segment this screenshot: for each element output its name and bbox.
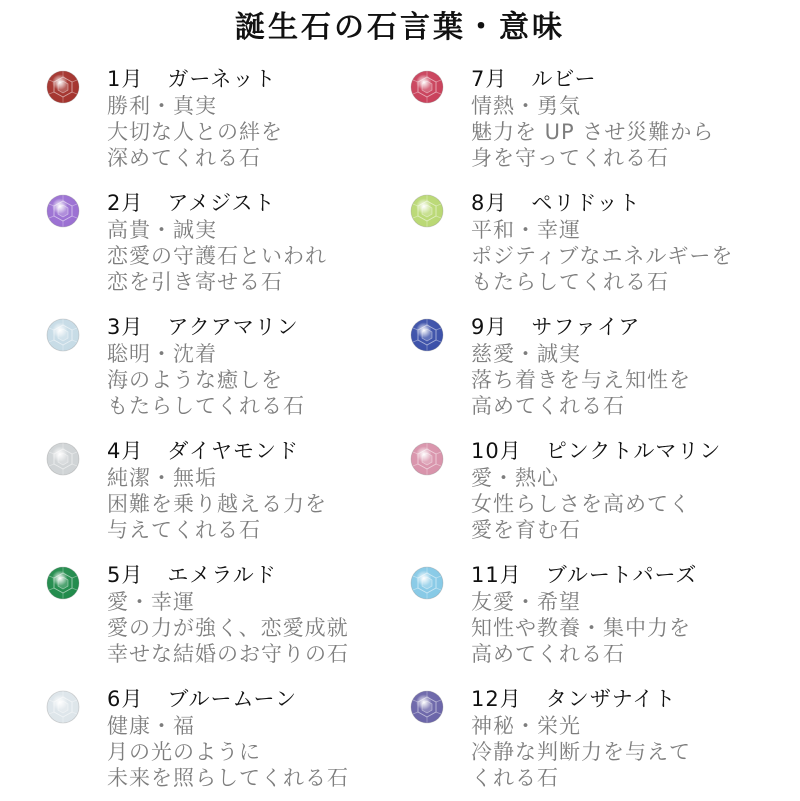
month-label: 3月 bbox=[107, 315, 144, 339]
gem-icon bbox=[410, 690, 444, 724]
birthstone-entry bbox=[0, 190, 390, 305]
month-label: 10月 bbox=[471, 439, 522, 463]
birthstone-entry bbox=[364, 686, 754, 801]
stone-name: サファイア bbox=[531, 315, 641, 339]
stone-name: ルビー bbox=[531, 67, 597, 91]
stone-description: 身を守ってくれる石 bbox=[471, 146, 669, 170]
stone-name: アクアマリン bbox=[167, 315, 299, 339]
stone-meaning: 聡明・沈着 bbox=[107, 342, 217, 366]
month-label: 11月 bbox=[471, 563, 522, 587]
birthstone-heading bbox=[471, 190, 641, 216]
stone-description: 幸せな結婚のお守りの石 bbox=[107, 642, 349, 666]
birthstone-entry bbox=[364, 66, 754, 181]
gem-icon bbox=[46, 690, 80, 724]
birthstone-heading bbox=[107, 686, 297, 712]
birthstone-entry bbox=[0, 438, 390, 553]
stone-name: エメラルド bbox=[167, 563, 277, 587]
birthstone-heading bbox=[471, 438, 721, 464]
month-label: 2月 bbox=[107, 191, 144, 215]
gem-icon bbox=[46, 70, 80, 104]
gem-icon bbox=[46, 442, 80, 476]
birthstone-heading bbox=[107, 66, 276, 92]
stone-description: ポジティブなエネルギーを bbox=[471, 244, 734, 268]
gem-icon bbox=[46, 566, 80, 600]
gem-icon bbox=[410, 566, 444, 600]
birthstone-entry bbox=[0, 686, 390, 801]
stone-meaning: 情熱・勇気 bbox=[471, 94, 581, 118]
stone-description: 深めてくれる石 bbox=[107, 146, 261, 170]
stone-name: ブルームーン bbox=[167, 687, 298, 711]
stone-description: 愛の力が強く、恋愛成就 bbox=[107, 616, 349, 640]
month-label: 4月 bbox=[107, 439, 144, 463]
stone-meaning: 慈愛・誠実 bbox=[471, 342, 581, 366]
stone-description: 高めてくれる石 bbox=[471, 642, 625, 666]
month-label: 9月 bbox=[471, 315, 508, 339]
stone-meaning: 平和・幸運 bbox=[471, 218, 581, 242]
birthstone-heading bbox=[471, 686, 676, 712]
stone-name: アメジスト bbox=[167, 191, 276, 215]
stone-description: 困難を乗り越える力を bbox=[107, 492, 327, 516]
birthstone-entry bbox=[0, 562, 390, 677]
birthstone-entry bbox=[364, 314, 754, 429]
stone-name: ダイヤモンド bbox=[167, 439, 299, 463]
month-label: 6月 bbox=[107, 687, 144, 711]
stone-description: 与えてくれる石 bbox=[107, 518, 261, 542]
stone-description: 高めてくれる石 bbox=[471, 394, 625, 418]
stone-name: タンザナイト bbox=[545, 687, 677, 711]
stone-meaning: 愛・熱心 bbox=[471, 466, 559, 490]
month-label: 7月 bbox=[471, 67, 508, 91]
stone-description: 愛を育む石 bbox=[471, 518, 581, 542]
month-label: 1月 bbox=[107, 67, 144, 91]
birthstone-heading bbox=[471, 314, 640, 340]
stone-description: 魅力を UP させ災難から bbox=[471, 120, 715, 144]
birthstone-heading bbox=[471, 562, 697, 588]
stone-description: 冷静な判断力を与えて bbox=[471, 740, 691, 764]
stone-meaning: 神秘・栄光 bbox=[471, 714, 581, 738]
birthstone-entry bbox=[0, 66, 390, 181]
stone-name: ペリドット bbox=[531, 191, 641, 215]
stone-description: 月の光のように bbox=[107, 740, 261, 764]
stone-description: くれる石 bbox=[471, 766, 559, 790]
month-label: 8月 bbox=[471, 191, 508, 215]
gem-icon bbox=[46, 318, 80, 352]
birthstone-heading bbox=[107, 190, 276, 216]
gem-icon bbox=[410, 318, 444, 352]
stone-description: 恋愛の守護石といわれ bbox=[107, 244, 327, 268]
stone-name: ブルートパーズ bbox=[545, 563, 698, 587]
birthstone-entry bbox=[364, 190, 754, 305]
stone-meaning: 純潔・無垢 bbox=[107, 466, 217, 490]
month-label: 5月 bbox=[107, 563, 144, 587]
gem-icon bbox=[410, 194, 444, 228]
stone-description: 海のような癒しを bbox=[107, 368, 283, 392]
stone-description: 落ち着きを与え知性を bbox=[471, 368, 691, 392]
birthstone-heading bbox=[107, 438, 299, 464]
stone-meaning: 愛・幸運 bbox=[107, 590, 195, 614]
birthstone-heading bbox=[107, 314, 299, 340]
gem-icon bbox=[410, 442, 444, 476]
birthstone-entry bbox=[0, 314, 390, 429]
stone-description: もたらしてくれる石 bbox=[471, 270, 669, 294]
stone-name: ガーネット bbox=[167, 67, 277, 91]
page-title: 誕生石の石言葉・意味 bbox=[235, 10, 565, 45]
stone-description: 恋を引き寄せる石 bbox=[107, 270, 283, 294]
stone-name: ピンクトルマリン bbox=[545, 439, 722, 463]
stone-description: 未来を照らしてくれる石 bbox=[107, 766, 349, 790]
birthstone-heading bbox=[107, 562, 277, 588]
stone-description: 女性らしさを高めてく bbox=[471, 492, 691, 516]
stone-description: 大切な人との絆を bbox=[107, 120, 283, 144]
gem-icon bbox=[46, 194, 80, 228]
stone-description: 知性や教養・集中力を bbox=[471, 616, 691, 640]
stone-meaning: 勝利・真実 bbox=[107, 94, 217, 118]
birthstone-entry bbox=[364, 438, 754, 553]
month-label: 12月 bbox=[471, 687, 522, 711]
stone-meaning: 健康・福 bbox=[107, 714, 195, 738]
stone-description: もたらしてくれる石 bbox=[107, 394, 305, 418]
stone-meaning: 友愛・希望 bbox=[471, 590, 581, 614]
birthstone-entry bbox=[364, 562, 754, 677]
birthstone-heading bbox=[471, 66, 597, 92]
stone-meaning: 高貴・誠実 bbox=[107, 218, 217, 242]
gem-icon bbox=[410, 70, 444, 104]
